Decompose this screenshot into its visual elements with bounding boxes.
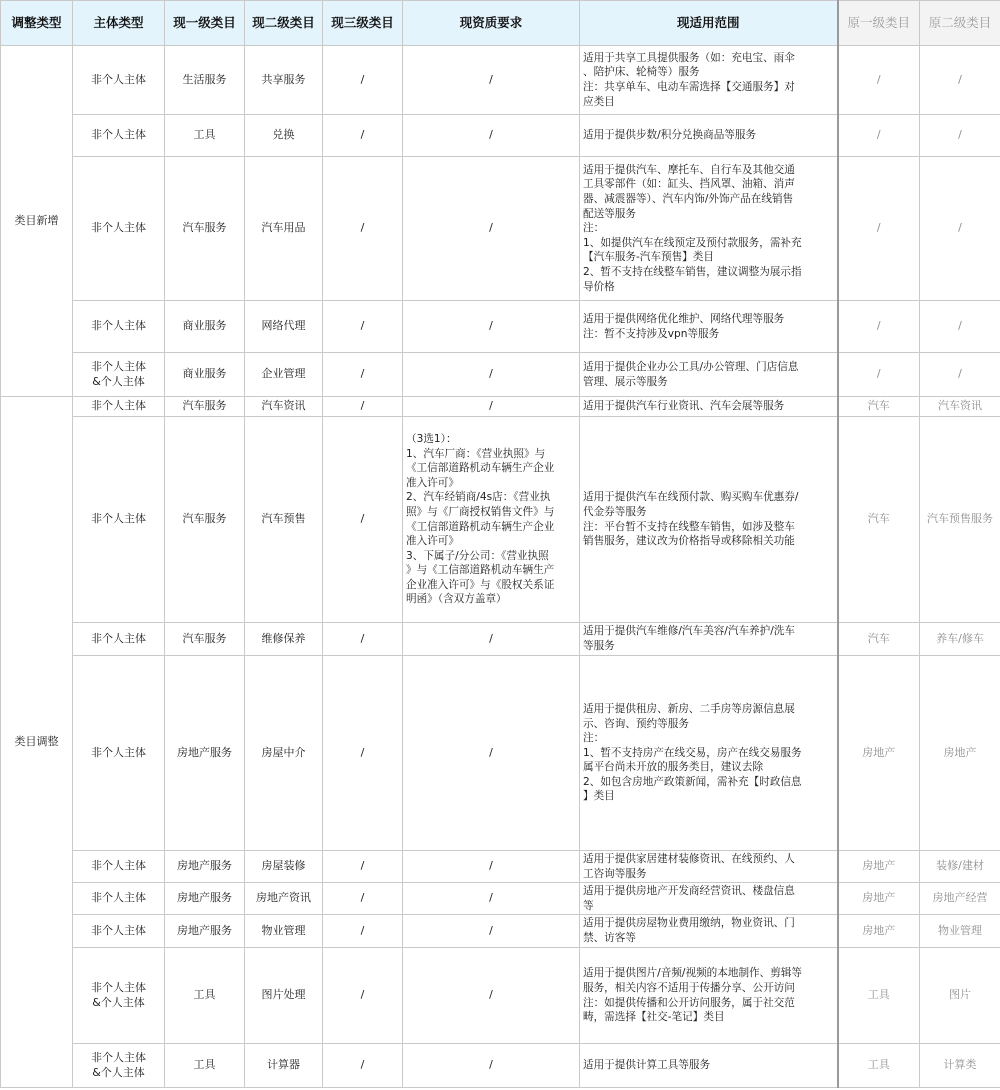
original-level1-cell: 房地产	[838, 656, 920, 851]
level3-cell: /	[323, 851, 403, 883]
level1-cell: 房地产服务	[165, 851, 245, 883]
qualification-cell	[403, 915, 580, 948]
scope-line: 代金券等服务	[583, 505, 647, 518]
table-row	[1, 301, 1000, 353]
scope-cell	[580, 353, 838, 397]
original-level1-cell: /	[838, 301, 920, 353]
scope-line: 注：	[583, 732, 605, 745]
table-row	[1, 157, 1000, 301]
adjust-type-cell: 类目调整	[1, 397, 73, 1088]
table-row	[1, 623, 1000, 656]
level2-cell: 企业管理	[245, 353, 323, 397]
original-level1-cell: /	[838, 353, 920, 397]
table-row	[1, 417, 1000, 623]
original-level1-cell: 汽车	[838, 397, 920, 417]
level2-cell: 兑换	[245, 115, 323, 157]
qualification-line: （3选1）：	[406, 432, 457, 445]
original-level2-cell: 汽车预售服务	[920, 417, 1000, 623]
subject-type-line: &个人主体	[92, 995, 145, 1009]
qualification-line: /	[489, 367, 493, 381]
header-adjust-type: 调整类型	[1, 1, 73, 46]
level3-cell: /	[323, 417, 403, 623]
original-level2-cell: 房地产经营	[920, 883, 1000, 915]
original-level2-cell: 物业管理	[920, 915, 1000, 948]
scope-line: 适用于提供汽车在线预付款、购买购车优惠券/	[583, 491, 799, 504]
qualification-line: /	[489, 631, 493, 645]
qualification-cell	[403, 301, 580, 353]
subject-type-cell	[73, 157, 165, 301]
scope-cell	[580, 46, 838, 115]
scope-line: 适用于提供房屋物业费用缴纳，物业资讯、门	[583, 917, 795, 930]
subject-type-cell	[73, 353, 165, 397]
scope-line: 适用于提供计算工具等服务	[583, 1059, 711, 1072]
original-level1-cell: 汽车	[838, 623, 920, 656]
level3-cell: /	[323, 115, 403, 157]
qualification-line: 准入许可》	[406, 476, 459, 489]
scope-line: 销售服务，建议改为价格指导或移除相关功能	[583, 535, 795, 548]
subject-type-line: 非个人主体	[91, 1050, 146, 1064]
scope-line: 应类目	[583, 95, 615, 108]
header-subject-type: 主体类型	[73, 1, 165, 46]
qualification-line: 3、下属子/分公司：《营业执照	[406, 549, 549, 562]
level1-cell: 汽车服务	[165, 623, 245, 656]
scope-cell	[580, 115, 838, 157]
header-row	[1, 1, 1000, 46]
qualification-cell	[403, 115, 580, 157]
original-level2-cell: 计算类	[920, 1044, 1000, 1088]
header-current-scope: 现适用范围	[580, 1, 838, 46]
qualification-line: /	[489, 988, 493, 1002]
level1-cell: 房地产服务	[165, 915, 245, 948]
subject-type-line: 非个人主体	[91, 359, 146, 373]
table-row	[1, 1044, 1000, 1088]
scope-line: 【汽车服务-汽车预售】类目	[583, 251, 714, 264]
qualification-line: /	[489, 923, 493, 937]
qualification-cell	[403, 157, 580, 301]
level3-cell: /	[323, 883, 403, 915]
original-level2-cell: 汽车资讯	[920, 397, 1000, 417]
scope-cell	[580, 948, 838, 1044]
header-current-level2: 现二级类目	[245, 1, 323, 46]
subject-type-cell	[73, 656, 165, 851]
scope-line: 适用于提供汽车行业资讯、汽车会展等服务	[583, 400, 785, 413]
qualification-cell	[403, 623, 580, 656]
qualification-line: /	[489, 399, 493, 413]
qualification-line: /	[489, 128, 493, 142]
scope-line: 1、如提供汽车在线预定及预付款服务，需补充	[583, 236, 802, 249]
scope-cell	[580, 301, 838, 353]
table-row	[1, 851, 1000, 883]
qualification-cell	[403, 656, 580, 851]
original-level2-cell: /	[920, 157, 1000, 301]
level2-cell: 计算器	[245, 1044, 323, 1088]
level2-cell: 物业管理	[245, 915, 323, 948]
qualification-line: 明函》（含双方盖章）	[406, 593, 507, 606]
subject-type-cell	[73, 851, 165, 883]
subject-type-line: 非个人主体	[91, 512, 146, 526]
level2-cell: 共享服务	[245, 46, 323, 115]
scope-line: 等服务	[583, 640, 615, 652]
scope-line: 工咨询等服务	[583, 867, 647, 880]
table-row	[1, 353, 1000, 397]
header-current-level1: 现一级类目	[165, 1, 245, 46]
scope-line: 注：暂不支持涉及vpn等服务	[583, 327, 720, 340]
scope-line: 适用于提供网络优化维护、网络代理等服务	[583, 312, 785, 325]
table-row	[1, 656, 1000, 851]
original-level1-cell: 工具	[838, 1044, 920, 1088]
level3-cell: /	[323, 623, 403, 656]
level1-cell: 工具	[165, 948, 245, 1044]
level3-cell: /	[323, 948, 403, 1044]
qualification-line: /	[489, 72, 493, 86]
subject-type-cell	[73, 301, 165, 353]
table-row	[1, 883, 1000, 915]
scope-cell	[580, 883, 838, 915]
scope-line: 管理、展示等服务	[583, 375, 668, 388]
subject-type-cell	[73, 948, 165, 1044]
original-level1-cell: 房地产	[838, 851, 920, 883]
original-level2-cell: /	[920, 115, 1000, 157]
scope-line: 适用于共享工具提供服务（如：充电宝、雨伞	[583, 51, 795, 64]
qualification-line: 准入许可》	[406, 535, 459, 548]
header-current-level3: 现三级类目	[323, 1, 403, 46]
original-level2-cell: 养车/修车	[920, 623, 1000, 656]
qualification-line: 企业准入许可》与《股权关系证	[406, 578, 555, 591]
scope-line: 服务，相关内容不适用于传播分享、公开访问	[583, 981, 795, 994]
level2-cell: 房屋中介	[245, 656, 323, 851]
scope-cell	[580, 656, 838, 851]
header-current-qualification: 现资质要求	[403, 1, 580, 46]
level1-cell: 房地产服务	[165, 656, 245, 851]
scope-line: 注：如提供传播和公开访问服务，属于社交范	[583, 996, 795, 1009]
table-row	[1, 46, 1000, 115]
original-level1-cell: /	[838, 46, 920, 115]
qualification-cell	[403, 46, 580, 115]
qualification-line: /	[489, 891, 493, 905]
level3-cell: /	[323, 915, 403, 948]
scope-cell	[580, 623, 838, 656]
level2-cell: 网络代理	[245, 301, 323, 353]
subject-type-cell	[73, 883, 165, 915]
scope-cell	[580, 915, 838, 948]
qualification-line: /	[489, 859, 493, 873]
scope-line: 器、减震器等）、汽车内饰/外饰产品在线销售	[583, 193, 794, 206]
subject-type-line: &个人主体	[92, 1065, 145, 1079]
scope-line: 畴，需选择【社交-笔记】类目	[583, 1011, 725, 1024]
subject-type-cell	[73, 1044, 165, 1088]
scope-line: 配送等服务	[583, 207, 636, 220]
qualification-line: 1、汽车厂商：《营业执照》与	[406, 447, 546, 460]
scope-line: 注：共享单车、电动车需选择【交通服务】对	[583, 81, 795, 93]
qualification-line: /	[489, 1058, 493, 1072]
level1-cell: 汽车服务	[165, 417, 245, 623]
scope-line: 适用于提供租房、新房、二手房等房源信息展	[583, 702, 795, 715]
scope-line: 2、暂不支持在线整车销售，建议调整为展示指	[583, 265, 802, 278]
level1-cell: 工具	[165, 115, 245, 157]
level3-cell: /	[323, 301, 403, 353]
level2-cell: 房地产资讯	[245, 883, 323, 915]
scope-line: 适用于提供房地产开发商经营资讯、楼盘信息	[583, 884, 795, 897]
level1-cell: 汽车服务	[165, 157, 245, 301]
level1-cell: 商业服务	[165, 353, 245, 397]
level1-cell: 工具	[165, 1044, 245, 1088]
level2-cell: 图片处理	[245, 948, 323, 1044]
header-original-level2: 原二级类目	[920, 1, 1000, 46]
scope-line: 、陪护床、轮椅等）服务	[583, 66, 700, 79]
scope-line: 适用于提供企业办公工具/办公管理、门店信息	[583, 360, 799, 373]
scope-line: 适用于提供步数/积分兑换商品等服务	[583, 129, 757, 142]
table-row	[1, 915, 1000, 948]
qualification-cell	[403, 353, 580, 397]
scope-line: 等	[583, 899, 594, 912]
scope-line: 禁、访客等	[583, 932, 636, 944]
qualification-line: /	[489, 221, 493, 235]
scope-line: 工具零部件（如：缸头、挡风罩、油箱、消声	[583, 178, 795, 191]
table-row	[1, 948, 1000, 1044]
subject-type-line: 非个人主体	[91, 128, 146, 142]
level2-cell: 汽车资讯	[245, 397, 323, 417]
qualification-line: 2、汽车经销商/4s店：《营业执	[406, 491, 551, 504]
qualification-cell	[403, 948, 580, 1044]
original-level1-cell: /	[838, 157, 920, 301]
qualification-line: 照》与《厂商授权销售文件》与	[406, 505, 555, 518]
original-level2-cell: /	[920, 46, 1000, 115]
level1-cell: 房地产服务	[165, 883, 245, 915]
subject-type-line: 非个人主体	[91, 745, 146, 759]
scope-line: 适用于提供汽车、摩托车、自行车及其他交通	[583, 163, 795, 176]
table-body	[1, 46, 1000, 1088]
level2-cell: 房屋装修	[245, 851, 323, 883]
level3-cell: /	[323, 397, 403, 417]
level1-cell: 商业服务	[165, 301, 245, 353]
qualification-cell	[403, 1044, 580, 1088]
scope-line: 适用于提供汽车维修/汽车美容/汽车养护/洗车	[583, 625, 795, 638]
level3-cell: /	[323, 1044, 403, 1088]
subject-type-cell	[73, 417, 165, 623]
level1-cell: 生活服务	[165, 46, 245, 115]
original-level1-cell: 汽车	[838, 417, 920, 623]
subject-type-line: 非个人主体	[91, 923, 146, 937]
qualification-line: 》与《工信部道路机动车辆生产	[406, 564, 555, 577]
scope-cell	[580, 851, 838, 883]
subject-type-line: &个人主体	[92, 374, 145, 388]
scope-line: 适用于提供图片/音频/视频的本地制作、剪辑等	[583, 967, 803, 980]
level3-cell: /	[323, 353, 403, 397]
level3-cell: /	[323, 656, 403, 851]
scope-line: 示、咨询、预约等服务	[583, 717, 689, 730]
subject-type-line: 非个人主体	[91, 980, 146, 994]
scope-cell	[580, 1044, 838, 1088]
subject-type-line: 非个人主体	[91, 399, 146, 413]
subject-type-cell	[73, 915, 165, 948]
scope-line: 注：	[583, 222, 605, 235]
subject-type-cell	[73, 115, 165, 157]
original-level2-cell: /	[920, 353, 1000, 397]
subject-type-cell	[73, 397, 165, 417]
scope-line: 2、如包含房地产政策新闻，需补充【时政信息	[583, 775, 802, 788]
qualification-line: 《工信部道路机动车辆生产企业	[406, 520, 555, 533]
level2-cell: 汽车用品	[245, 157, 323, 301]
qualification-cell	[403, 883, 580, 915]
scope-line: 导价格	[583, 280, 615, 293]
table-row	[1, 115, 1000, 157]
level3-cell: /	[323, 46, 403, 115]
original-level2-cell: 装修/建材	[920, 851, 1000, 883]
subject-type-cell	[73, 46, 165, 115]
scope-line: 适用于提供家居建材装修资讯、在线预约、人	[583, 852, 795, 865]
subject-type-line: 非个人主体	[91, 891, 146, 905]
scope-line: 1、暂不支持房产在线交易，房产在线交易服务	[583, 746, 802, 759]
scope-cell	[580, 157, 838, 301]
scope-cell	[580, 397, 838, 417]
level2-cell: 维修保养	[245, 623, 323, 656]
scope-line: 】类目	[583, 790, 615, 803]
original-level1-cell: 房地产	[838, 915, 920, 948]
qualification-line: /	[489, 319, 493, 333]
adjust-type-cell: 类目新增	[1, 46, 73, 397]
level3-cell: /	[323, 157, 403, 301]
header-original-level1: 原一级类目	[838, 1, 920, 46]
subject-type-line: 非个人主体	[91, 72, 146, 86]
original-level2-cell: 图片	[920, 948, 1000, 1044]
subject-type-line: 非个人主体	[91, 319, 146, 333]
scope-line: 注：平台暂不支持在线整车销售，如涉及整车	[583, 520, 795, 533]
qualification-cell	[403, 397, 580, 417]
original-level1-cell: 工具	[838, 948, 920, 1044]
subject-type-line: 非个人主体	[91, 631, 146, 645]
qualification-line: 《工信部道路机动车辆生产企业	[406, 462, 555, 475]
subject-type-line: 非个人主体	[91, 221, 146, 235]
original-level2-cell: /	[920, 301, 1000, 353]
subject-type-cell	[73, 623, 165, 656]
original-level1-cell: 房地产	[838, 883, 920, 915]
subject-type-line: 非个人主体	[91, 859, 146, 873]
qualification-line: /	[489, 745, 493, 759]
level2-cell: 汽车预售	[245, 417, 323, 623]
scope-line: 属平台尚未开放的服务类目，建议去除	[583, 761, 764, 774]
qualification-cell	[403, 851, 580, 883]
level1-cell: 汽车服务	[165, 397, 245, 417]
scope-cell	[580, 417, 838, 623]
qualification-cell	[403, 417, 580, 623]
table-row	[1, 397, 1000, 417]
original-level1-cell: /	[838, 115, 920, 157]
original-level2-cell: 房地产	[920, 656, 1000, 851]
